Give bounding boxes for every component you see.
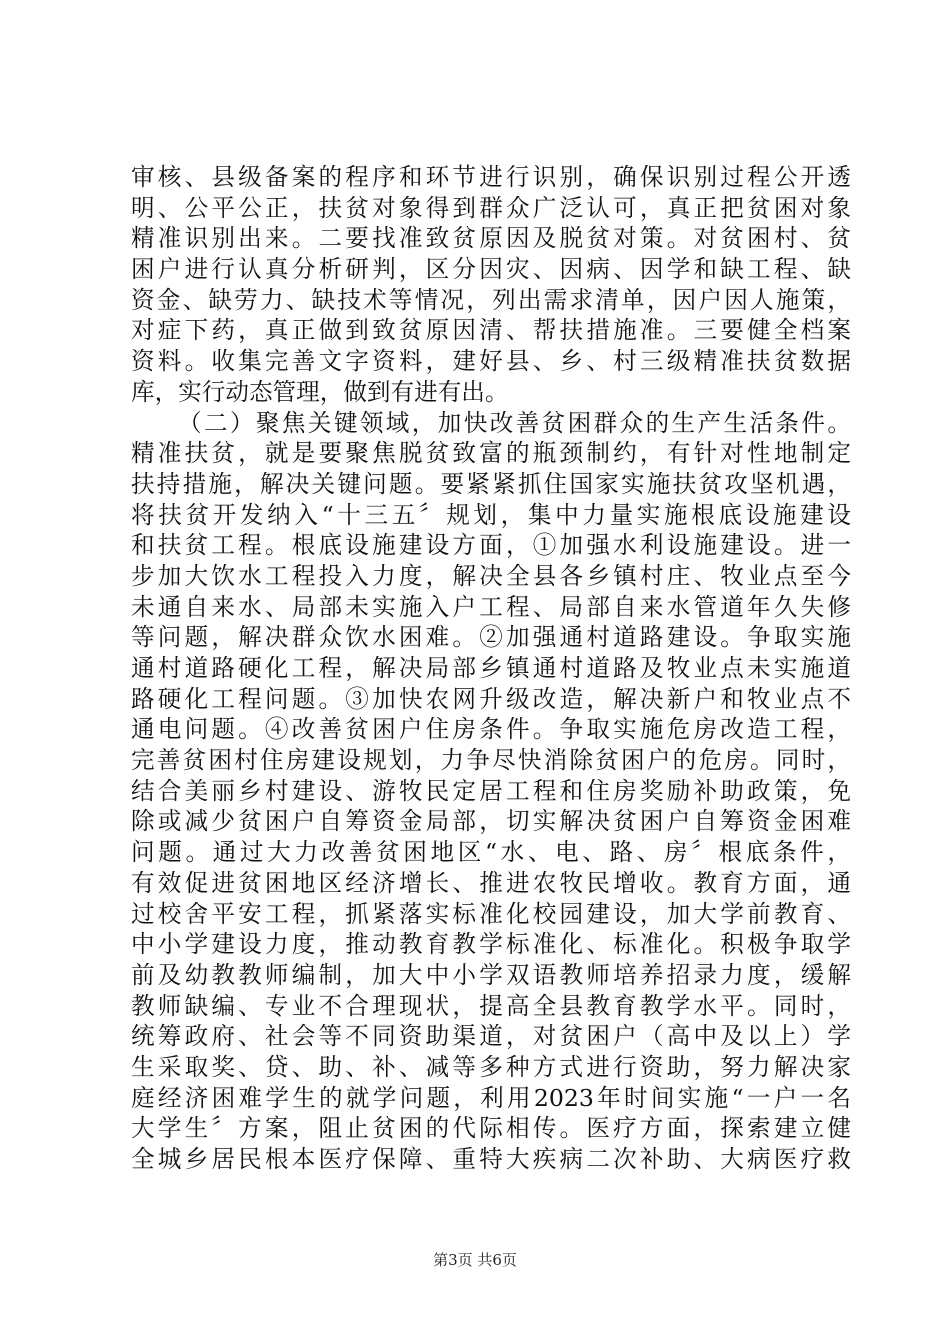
- text-line: 全城乡居民根本医疗保障、重特大疾病二次补助、大病医疗救: [131, 1145, 851, 1173]
- text-line: 中小学建设力度，推动教育教学标准化、标准化。积极争取学: [131, 930, 851, 959]
- text-line: 完善贫困村住房建设规划，力争尽快消除贫困户的危房。同时，: [131, 746, 851, 775]
- paragraph-heading-line: （二）聚焦关键领域，加快改善贫困群众的生产生活条件。: [178, 408, 851, 437]
- text-line: 精准扶贫，就是要聚焦脱贫致富的瓶颈制约，有针对性地制定: [131, 439, 851, 468]
- text-line: 路硬化工程问题。③加快农网升级改造，解决新户和牧业点不: [131, 684, 851, 713]
- text-line: 过校舍平安工程，抓紧落实标准化校园建设，加大学前教育、: [131, 899, 851, 928]
- text-line: 扶持措施，解决关键问题。要紧紧抓住国家实施扶贫攻坚机遇，: [131, 469, 851, 498]
- text-line: 资料。收集完善文字资料，建好县、乡、村三级精准扶贫数据: [131, 347, 851, 376]
- text-line: 庭经济困难学生的就学问题，利用2023年时间实施“一户一名: [131, 1083, 851, 1112]
- text-line: 除或减少贫困户自筹资金局部，切实解决贫困户自筹资金困难: [131, 807, 851, 836]
- text-line: 通电问题。④改善贫困户住房条件。争取实施危房改造工程，: [131, 715, 851, 744]
- text-line: 等问题，解决群众饮水困难。②加强通村道路建设。争取实施: [131, 623, 851, 652]
- text-line: 和扶贫工程。根底设施建设方面，①加强水利设施建设。进一: [131, 531, 851, 560]
- text-line: 教师缺编、专业不合理现状，提高全县教育教学水平。同时，: [131, 991, 851, 1020]
- text-line: 审核、县级备案的程序和环节进行识别，确保识别过程公开透: [131, 163, 851, 191]
- text-line: 对症下药，真正做到致贫原因清、帮扶措施准。三要健全档案: [131, 316, 851, 345]
- text-line: 资金、缺劳力、缺技术等情况，列出需求清单，因户因人施策，: [131, 285, 851, 314]
- text-line: 困户进行认真分析研判，区分因灾、因病、因学和缺工程、缺: [131, 255, 851, 284]
- text-line: 生采取奖、贷、助、补、减等多种方式进行资助，努力解决家: [131, 1052, 851, 1081]
- text-line: 问题。通过大力改善贫困地区“水、电、路、房〞根底条件，: [131, 838, 851, 867]
- text-line: 前及幼教教师编制，加大中小学双语教师培养招录力度，缓解: [131, 960, 851, 989]
- text-line: 有效促进贫困地区经济增长、推进农牧民增收。教育方面，通: [131, 868, 851, 897]
- text-line: 结合美丽乡村建设、游牧民定居工程和住房奖励补助政策，免: [131, 776, 851, 805]
- text-line: 库，实行动态管理，做到有进有出。: [131, 377, 509, 406]
- text-line: 精准识别出来。二要找准致贫原因及脱贫对策。对贫困村、贫: [131, 224, 851, 253]
- text-line: 通村道路硬化工程，解决局部乡镇通村道路及牧业点未实施道: [131, 654, 851, 682]
- text-line: 统筹政府、社会等不同资助渠道，对贫困户（高中及以上）学: [131, 1022, 851, 1051]
- text-line: 步加大饮水工程投入力度，解决全县各乡镇村庄、牧业点至今: [131, 561, 851, 590]
- text-line: 大学生〞方案，阻止贫困的代际相传。医疗方面，探索建立健: [131, 1114, 851, 1143]
- page-footer: 第3页 共6页: [433, 1251, 517, 1269]
- text-line: 明、公平公正，扶贫对象得到群众广泛认可，真正把贫困对象: [131, 193, 851, 222]
- text-line: 将扶贫开发纳入“十三五〞规划，集中力量实施根底设施建设: [131, 500, 851, 529]
- text-line: 未通自来水、局部未实施入户工程、局部自来水管道年久失修: [131, 592, 851, 621]
- body-text: [131, 162, 851, 1175]
